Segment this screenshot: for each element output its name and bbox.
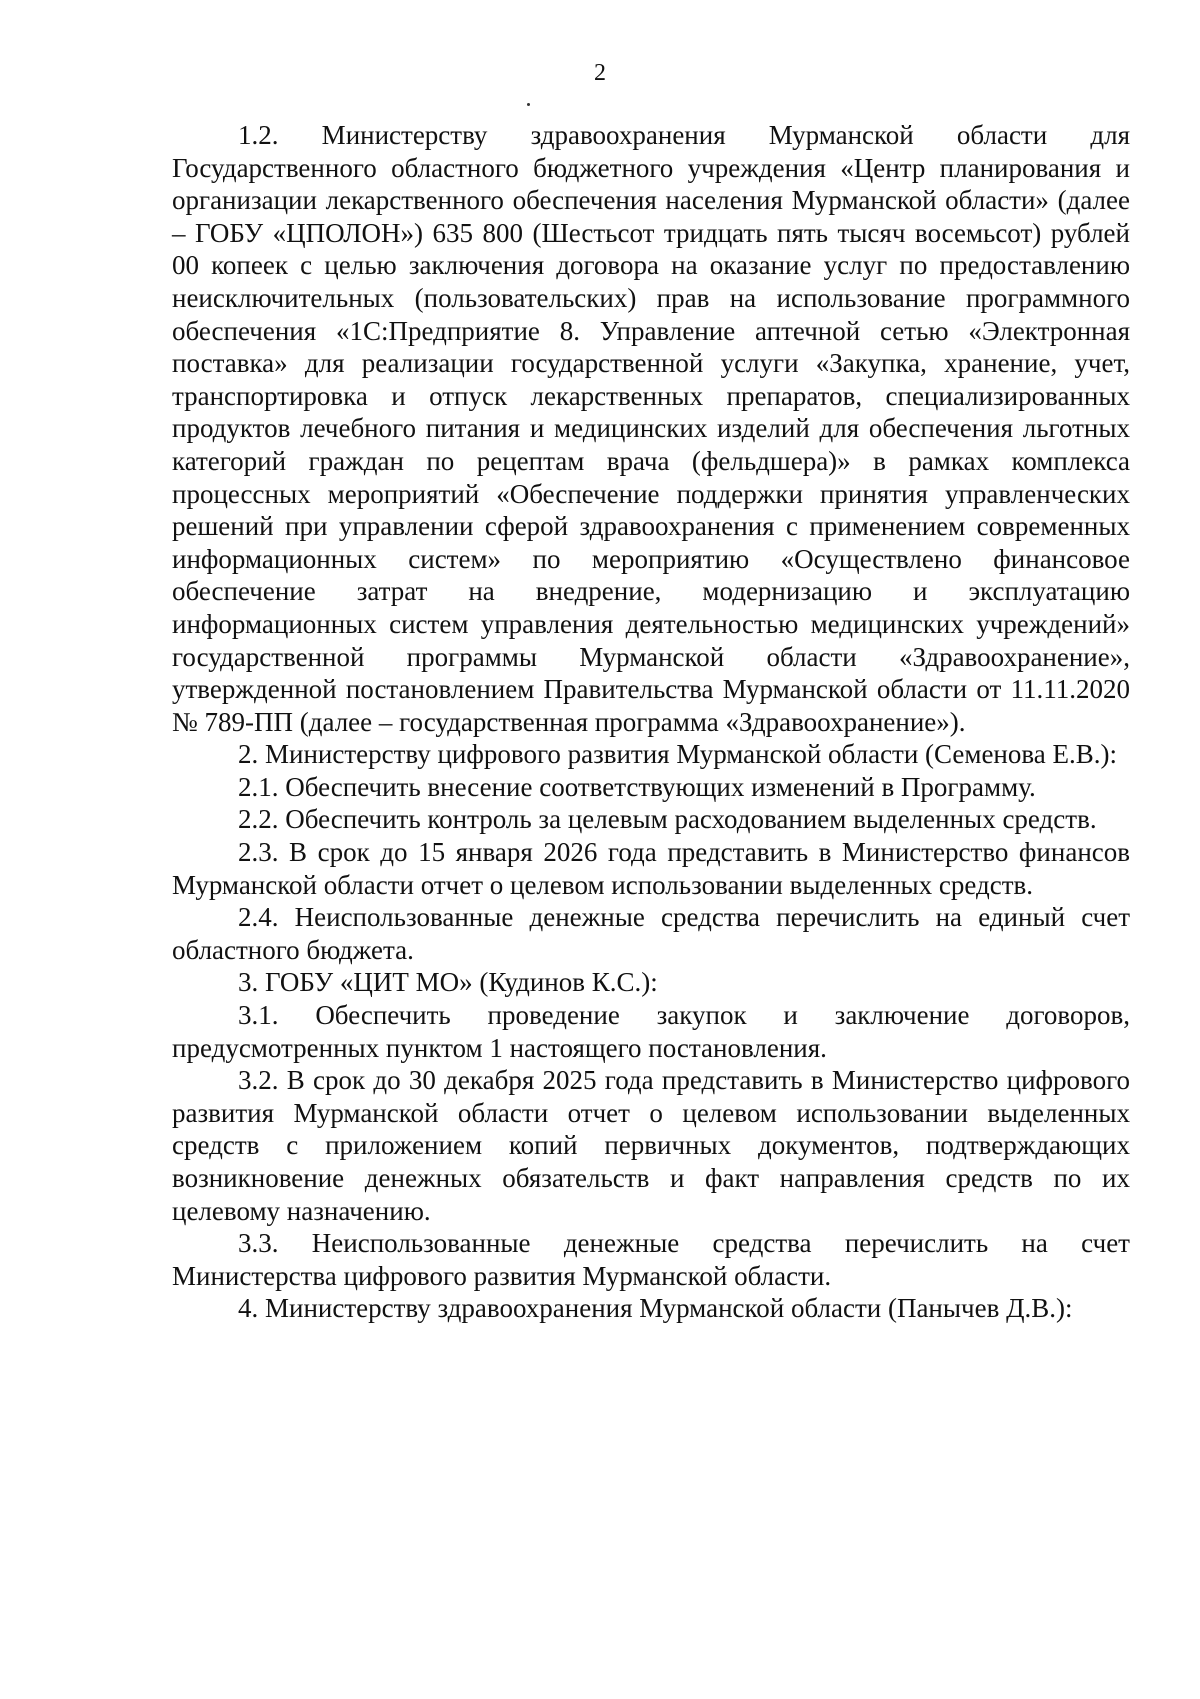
paragraph-2-2: 2.2. Обеспечить контроль за целевым расходованием выделенных средств. (238, 804, 1097, 835)
paragraph-2-1: 2.1. Обеспечить внесение соответствующих изменений в Программу. (238, 771, 1036, 802)
paragraph-3: 3. ГОБУ «ЦИТ МО» (Кудинов К.С.): (238, 967, 658, 998)
document-body (172, 119, 1130, 1325)
paragraph-3-1: 3.1. Обеспечить проведение закупок и заключение договоров, предусмотренных пунктом 1 настоящего постановления. (172, 1000, 1130, 1063)
scan-speck (527, 103, 530, 106)
paragraph-3-3: 3.3. Неиспользованные денежные средства перечислить на счет Министерства цифрового развития Мурманской области. (172, 1228, 1130, 1291)
page-number: 2 (594, 60, 606, 86)
paragraph-1-2: 1.2. Министерству здравоохранения Мурманской области для Государственного областного бюджетного учреждения «Центр планирования и организации лекарственного обеспечения населения Мурманской области» (далее – ГОБУ «ЦПОЛОН») 635 800 (Шестьсот тридцать пять тысяч восемьсот) рублей 00 копеек с целью заключения договора на оказание услуг по предоставлению неисключительных (пользовательских) прав на использование программного обеспечения «1С:Предприятие 8. Управление аптечной сетью «Электронная поставка» для реализации государственной услуги «Закупка, хранение, учет, транспортировка и отпуск лекарственных препаратов, специализированных продуктов лечебного питания и медицинских изделий для обеспечения льготных категорий граждан по рецептам врача (фельдшера)» в рамках комплекса процессных мероприятий «Обеспечение поддержки принятия управленческих решений при управлении сферой здравоохранения с применением современных информационных систем» по мероприятию «Осуществлено финансовое обеспечение затрат на внедрение, модернизацию и эксплуатацию информационных систем управления деятельностью медицинских учреждений» государственной программы Мурманской области «Здравоохранение», утвержденной постановлением Правительства Мурманской области от 11.11.2020 № 789-ПП (далее – государственная программа «Здравоохранение»). (172, 120, 1130, 737)
paragraph-3-2: 3.2. В срок до 30 декабря 2025 года представить в Министерство цифрового развития Мурманской области отчет о целевом использовании выделенных средств с приложением копий первичных документов, подтверждающих возникновение денежных обязательств и факт направления средств по их целевому назначению. (172, 1065, 1130, 1226)
paragraph-2: 2. Министерству цифрового развития Мурманской области (Семенова Е.В.): (238, 739, 1118, 770)
paragraph-4: 4. Министерству здравоохранения Мурманской области (Панычев Д.В.): (238, 1293, 1073, 1324)
paragraph-2-4: 2.4. Неиспользованные денежные средства перечислить на единый счет областного бюджета. (172, 902, 1130, 965)
paragraph-2-3: 2.3. В срок до 15 января 2026 года представить в Министерство финансов Мурманской области отчет о целевом использовании выделенных средств. (172, 837, 1130, 900)
